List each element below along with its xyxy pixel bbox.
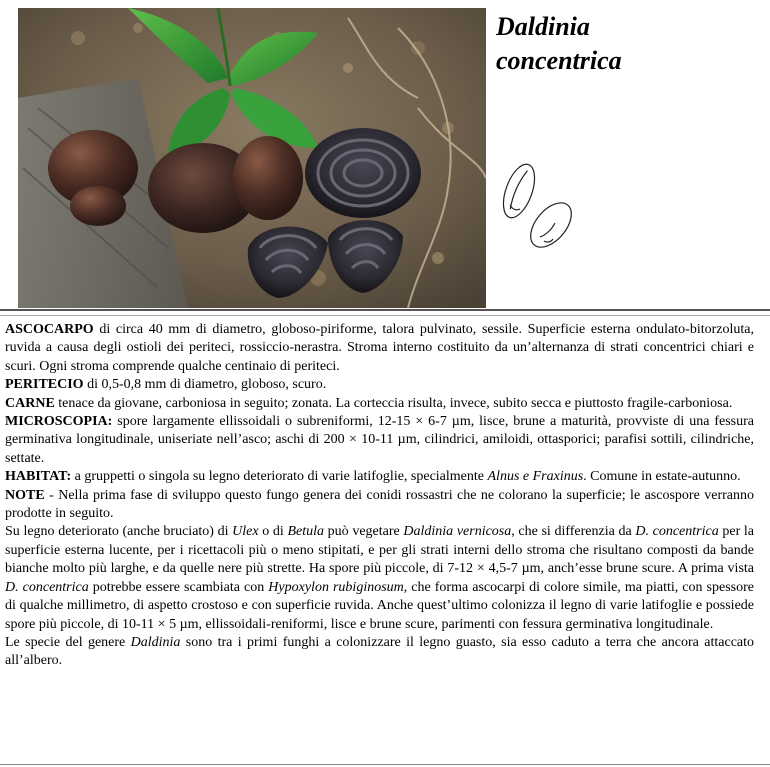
- text-comparison-6: potrebbe essere scambiata con: [88, 579, 269, 595]
- label-note: NOTE: [5, 487, 45, 503]
- paragraph-peritecio: [5, 376, 754, 394]
- text-habitat-genus: Alnus e Fraxinus: [487, 469, 584, 485]
- text-closing-2: sono tra i primi funghi a colonizzare il legno guasto, sia esso caduto a terra che ancora attaccato all’albero.: [5, 634, 755, 669]
- paragraph-ascocarpo: [5, 321, 754, 376]
- text-comparison-3: può vegetare: [324, 524, 404, 540]
- section-divider-thin: [0, 315, 770, 316]
- species-title-genus: Daldinia: [496, 12, 590, 41]
- paragraph-comparison: [5, 523, 754, 633]
- text-habitat-1: a gruppetti o singola su legno deteriorato di varie latifoglie, specialmente: [71, 469, 488, 485]
- text-comparison-7: , che forma ascocarpi di colore simile, ma piatti, con spessore di qualche millimetro, di aspetto crostoso e con superficie ruvida. Anche quest’ultimo colonizza il legno di varie latifoglie e possiede spore più piccole, di 10-11 × 5 µm, ellissoidali-reniformi, lisce e brune scure, parimenti con fessura germinativa longitudinale.: [5, 579, 754, 632]
- taxon-ulex: Ulex: [232, 524, 259, 540]
- label-microscopia: MICROSCOPIA:: [5, 414, 113, 430]
- text-habitat-2: . Comune in estate-autunno.: [583, 469, 741, 485]
- label-ascocarpo: ASCOCARPO: [5, 322, 94, 337]
- text-comparison-4: , che si differenzia da: [511, 524, 636, 540]
- text-carne: tenace da giovane, carboniosa in seguito; zonata. La corteccia risulta, invece, subito secca e piuttosto fragile-carboniosa.: [54, 395, 733, 411]
- taxon-daldinia-vernicosa: Daldinia vernicosa: [403, 524, 512, 540]
- paragraph-note: [5, 487, 754, 524]
- label-carne: CARNE: [5, 395, 55, 411]
- taxon-betula: Betula: [287, 524, 325, 540]
- text-microscopia: spore largamente ellissoidali o subreniformi, 12-15 × 6-7 µm, lisce, brune a maturità, provviste di una fessura germinativa longitudinale, uniseriate nell’asco; aschi di 200 × 10-11 µm, cilindrici, amiloidi, ottasporici; parafisi sottili, cilindriche, settate.: [5, 414, 754, 466]
- paragraph-microscopia: [5, 413, 754, 468]
- spore-drawing-icon: [500, 155, 580, 255]
- bottom-border: [0, 764, 770, 765]
- taxon-hypoxylon-rubiginosum: Hypoxylon rubiginosum: [268, 579, 404, 595]
- text-closing-1: Le specie del genere: [5, 634, 131, 650]
- taxon-daldinia: Daldinia: [130, 634, 181, 650]
- text-comparison-5: per la superficie esterna lucente, per i ricettacoli più o meno stipitati, e per gli strati interni dello stroma che risultano composti da bande bianche molto più larghe, e da quelle nere più strette. Ha spore più piccole, di 7-12 × 4,5-7 µm, anch’esse brune scure. A prima vista: [5, 524, 755, 577]
- text-comparison-1: Su legno deteriorato (anche bruciato) di: [5, 524, 233, 540]
- taxon-d-concentrica: D. concentrica: [635, 524, 719, 540]
- paragraph-habitat: [5, 468, 754, 486]
- paragraph-closing: [5, 634, 754, 671]
- label-habitat: HABITAT:: [5, 469, 72, 485]
- spore-drawing: [500, 155, 580, 255]
- text-note: - Nella prima fase di sviluppo questo fungo genera dei conidi rossastri che ne colorano la superficie; le ascospore verranno prodotte in seguito.: [5, 487, 754, 522]
- taxon-d-concentrica-2: D. concentrica: [5, 579, 89, 595]
- label-peritecio: PERITECIO: [5, 377, 84, 393]
- species-title: [496, 10, 622, 78]
- mushroom-photo-icon: [18, 8, 486, 308]
- section-divider: [0, 309, 770, 311]
- text-peritecio: di 0,5-0,8 mm di diametro, globoso, scuro.: [83, 377, 327, 393]
- species-description: [5, 321, 754, 671]
- paragraph-carne: [5, 395, 754, 413]
- text-comparison-2: o di: [258, 524, 288, 540]
- species-title-epithet: concentrica: [496, 46, 622, 75]
- text-ascocarpo: di circa 40 mm di diametro, globoso-piriforme, talora pulvinato, sessile. Superficie esterna ondulato-bitorzoluta, ruvida a causa degli ostioli dei periteci, rossiccio-nerastra. Stroma interno costituito da un’alternanza di strati concentrici chiari e scuri. Ogni stroma comprende qualche centinaio di periteci.: [5, 322, 754, 374]
- mushroom-photo: [18, 8, 486, 308]
